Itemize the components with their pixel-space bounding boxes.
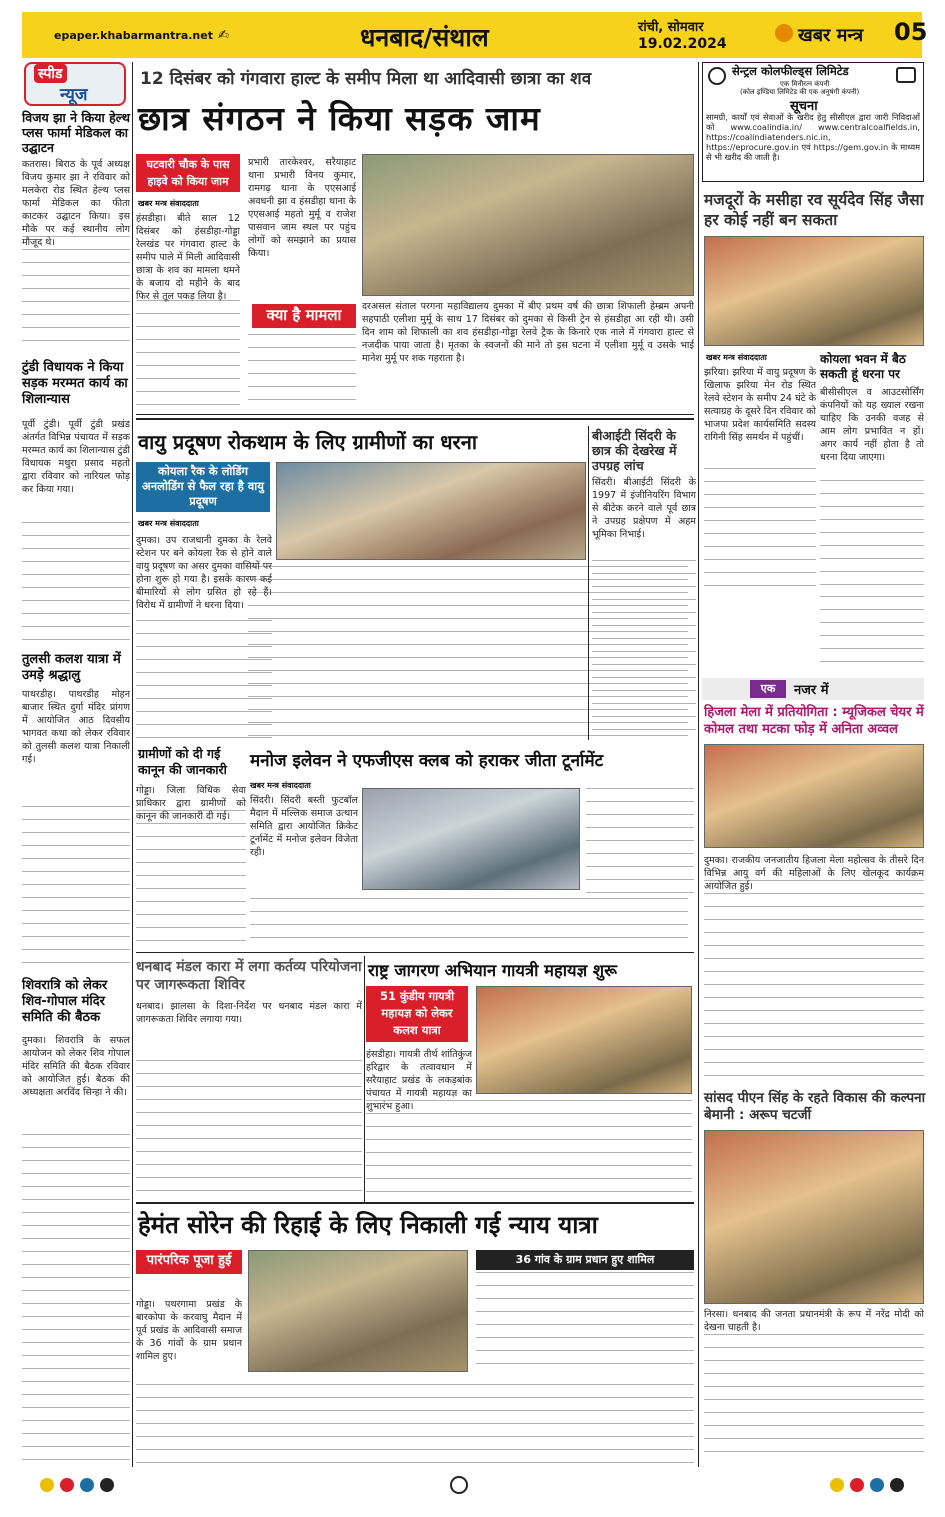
section-divider bbox=[136, 952, 694, 953]
headline: बीआईटी सिंदरी के छात्र की देखरेख में उपग्रह लांच bbox=[592, 428, 677, 473]
color-swatch-icon bbox=[60, 1478, 74, 1492]
registration-mark-icon bbox=[450, 1476, 468, 1494]
article-body: हंसडीहा। बीते साल 12 दिसंबर को हंसडीहा-गोड्डा रेलखंड पर गंगवारा हाल्ट के समीप पाले में मिली आदिवासी छात्रा के शव का मामला थमने के बजाय दो महीने के बाद फिर से तूल पकड़ लिया है। bbox=[136, 213, 240, 302]
headline: हिजला मेला में प्रतियोगिता : म्यूजिकल चेयर में कोमल तथा मटका फोड़ में अनिता अव्वल bbox=[704, 705, 924, 737]
article-body: दुमका। उप राजधानी दुमका के रेलवे स्टेशन पर बने कोयला रैक से होने वाले वायु प्रदूषण का असर दुमका वासियों पर होना शुरू हो गया है। इसके कारण कई बीमारियों से लोग ग्रसित हो रहे हैं। विरोध में ग्रामीणों ने धरना दिया। bbox=[136, 535, 272, 611]
badge-bottom: न्यूज bbox=[60, 85, 88, 105]
byline: खबर मन्त्र संवाददाता bbox=[138, 199, 199, 208]
column-divider bbox=[364, 956, 365, 1202]
photo bbox=[704, 744, 924, 848]
article-body: पूर्वी टुंडी। पूर्वी टुंडी प्रखंड अंतर्गत विभिन्न पंचायत में सड़क मरम्मत कार्य का शिलान्यास टुंडी विधायक मथुरा प्रसाद महतो द्वारा रविवार को नारियल फोड़ कर किया गया। bbox=[22, 419, 130, 495]
article-body: हंसडीहा। गायत्री तीर्थ शांतिकुंज हरिद्वार के तत्वावधान में सरैयाहाट प्रखंड के लकड़बांक पंचायत में गायत्री महायज्ञ का शुभारंभ हुआ। bbox=[366, 1049, 472, 1112]
column-divider bbox=[588, 426, 589, 740]
headline: शिवरात्रि को लेकर शिव-गोपाल मंदिर समिति की बैठक bbox=[22, 978, 108, 1025]
matter-label: क्या है मामला bbox=[252, 304, 356, 328]
cursor-icon: ✍ bbox=[218, 28, 229, 43]
photo bbox=[704, 1130, 924, 1304]
text-lines bbox=[22, 1134, 130, 1464]
ccl-sub: (कोल इण्डिया लिमिटेड की एक अनुषंगी कंपनी) bbox=[740, 88, 860, 96]
headline: सांसद पीएन सिंह के रहते विकास की कल्पना बेमानी : अरूप चटर्जी bbox=[704, 1090, 926, 1123]
photo bbox=[276, 462, 586, 560]
lead-photo bbox=[362, 154, 694, 296]
article-body: सिंदरी। बीआईटी सिंदरी के 1997 में इंजीनियरिंग विभाग से बीटेक करने वाले पूर्व छात्र ने उपग्रह प्रक्षेपण में अहम भूमिका निभाई। bbox=[592, 477, 696, 540]
color-swatch-icon bbox=[870, 1478, 884, 1492]
article-body: गोड्डा। पथरगामा प्रखंड के बारकोपा के करवाघु मैदान में पूर्व प्रखंड के आदिवासी समाज के 36 गांवों के ग्राम प्रधान शामिल हुए। bbox=[136, 1299, 242, 1362]
article-body: गोड्डा। जिला विधिक सेवा प्राधिकार द्वारा ग्रामीणों को कानून की जानकारी दी गई। bbox=[136, 785, 246, 822]
article-body: कतरास। बिराठ के पूर्व अध्यक्ष विजय कुमार झा ने रविवार को मलकेरा रोड स्थित हेल्थ प्लस फार्मा मेडिकल का फीता काटकर उद्घाटन किया। इस मौके पर कई स्थानीय लोग मौजूद थे। bbox=[22, 159, 130, 248]
article-body: पाथरडीह। पाथरडीह मोहन बाजार स्थित दुर्गा मंदिर प्रांगण में आयोजित आठ दिवसीय भागवत कथा को लेकर रविवार को तुलसी कलश यात्रा निकाली गई। bbox=[22, 689, 130, 765]
article-body: दरअसल संताल परगना महाविद्यालय दुमका में बीए प्रथम वर्ष की छात्रा शिफाली हेम्ब्रम अपनी सहपाठी एलीशा मुर्मू के साथ 17 दिसंबर को दुमका से किसी ट्रेन से हंसडीहा आ रही थी। उसी दिन शाम को शिफाली का शव हंसडीहा-गोड्डा रेलवे ट्रैक के किनारे एक नाले में गंगवारा हाल्ट से नजदीक पाया जाता है। मृतका के स्वजनों की माने तो इस घटना में एलीशा मुर्मू व उसके भाई मानेश मुर्मू पर शक गहराता है। bbox=[362, 301, 694, 364]
text-lines bbox=[704, 468, 816, 592]
text-lines bbox=[136, 300, 240, 410]
gayatri-subhead-box: 51 कुंडीय गायत्री महायज्ञ को लेकर कलश यात्रा bbox=[366, 986, 468, 1042]
badge-top: स्पीड bbox=[34, 64, 67, 83]
gram-box: 36 गांव के ग्राम प्रधान हुए शामिल bbox=[476, 1250, 694, 1270]
section-divider bbox=[136, 1202, 694, 1204]
headline: धनबाद मंडल कारा में लगा कर्तव्य परियोजना पर जागरूकता शिविर bbox=[136, 959, 362, 993]
text-lines bbox=[592, 560, 696, 740]
column-divider bbox=[698, 62, 699, 1467]
ccl-logo-icon bbox=[708, 67, 726, 85]
ccl-sub: एक मिनीरत्न कंपनी bbox=[780, 80, 830, 88]
headline: ग्रामीणों को दी गई कानून की जानकारी bbox=[138, 746, 227, 777]
color-swatch-icon bbox=[40, 1478, 54, 1492]
photo bbox=[248, 1250, 468, 1372]
text-lines bbox=[704, 1334, 924, 1464]
ek-label: एक bbox=[750, 680, 786, 698]
section-divider bbox=[136, 418, 694, 420]
byline: खबर मन्त्र संवाददाता bbox=[138, 519, 199, 528]
text-lines bbox=[366, 1100, 692, 1200]
headline: हेमंत सोरेन की रिहाई के लिए निकाली गई न्याय यात्रा bbox=[138, 1211, 598, 1239]
text-lines bbox=[136, 1060, 362, 1200]
color-swatch-icon bbox=[80, 1478, 94, 1492]
issue-date: 19.02.2024 bbox=[638, 36, 727, 52]
article-body: दुमका। शिवरात्रि के सफल आयोजन को लेकर शिव गोपाल मंदिर समिति की बैठक रविवार को आयोजित हुई। बैठक की अध्यक्षता अरविंद सिन्हा ने की। bbox=[22, 1035, 130, 1098]
section-divider bbox=[136, 414, 694, 415]
text-lines bbox=[586, 788, 694, 898]
column-divider bbox=[132, 62, 133, 1467]
byline: खबर मन्त्र संवाददाता bbox=[250, 781, 311, 790]
lead-kicker: 12 दिसंबर को गंगवारा हाल्ट के समीप मिला था आदिवासी छात्रा का शव bbox=[140, 69, 592, 89]
article-body: धनबाद। झालसा के दिशा-निर्देश पर धनबाद मंडल कारा में जागरूकता शिविर लगाया गया। bbox=[136, 1001, 362, 1025]
article-body: सिंदरी। सिंदरी बस्ती फुटबॉल मैदान में मल्लिक समाज उत्थान समिति द्वारा आयोजित क्रिकेट टूर्नामेंट में मनोज इलेवन विजेता रही। bbox=[250, 795, 358, 858]
text-lines bbox=[248, 334, 356, 406]
text-lines bbox=[250, 898, 688, 948]
text-lines bbox=[820, 480, 924, 592]
headline: तुलसी कलश यात्रा में उमड़े श्रद्धालु bbox=[22, 652, 121, 683]
text-lines bbox=[22, 236, 130, 352]
headline: टुंडी विधायक ने किया सड़क मरम्मत कार्य का शिलान्यास bbox=[22, 360, 128, 407]
masthead-logo: खबर मन्त्र bbox=[798, 25, 864, 46]
article-body: बीसीसीएल व आउटसोर्सिंग कंपनियों को यह ख्याल रखना चाहिए कि उनकी वजह से आम लोग प्रभावित न हों। अगर कार्य नहीं होता है तो धरना दिया जाएगा। bbox=[820, 387, 924, 463]
text-lines bbox=[136, 1384, 694, 1464]
text-lines bbox=[476, 1272, 694, 1366]
headline: मनोज इलेवन ने एफजीएस क्लब को हराकर जीता टूर्नामेंट bbox=[250, 751, 604, 771]
g20-logo-icon bbox=[896, 67, 916, 83]
section-title: धनबाद/संथाल bbox=[360, 23, 489, 52]
text-lines bbox=[704, 880, 924, 1084]
byline: खबर मन्त्र संवाददाता bbox=[706, 353, 767, 362]
photo bbox=[704, 236, 924, 346]
city-day: रांची, सोमवार bbox=[638, 20, 704, 35]
photo bbox=[362, 788, 580, 890]
nazar-label: नजर में bbox=[794, 683, 829, 698]
color-swatch-icon bbox=[890, 1478, 904, 1492]
article-body: दुमका। राजकीय जनजातीय हिजला मेला महोत्सव के तीसरे दिन विभिन्न आयु वर्ग की महिलाओं के लिए खेलकूद कार्यक्रम आयोजित हुई। bbox=[704, 855, 924, 892]
text-lines bbox=[22, 522, 130, 650]
photo bbox=[476, 986, 692, 1094]
puja-box: पारंपरिक पूजा हुई bbox=[136, 1250, 242, 1274]
headline: वायु प्रदूषण रोकथाम के लिए ग्रामीणों का धरना bbox=[138, 430, 477, 454]
color-swatch-icon bbox=[830, 1478, 844, 1492]
vayu-subhead-box: कोयला रैक के लोडिंग अनलोडिंग से फैल रहा है वायु प्रदूषण bbox=[136, 462, 270, 512]
notice-title: सूचना bbox=[790, 99, 818, 114]
headline: राष्ट्र जागरण अभियान गायत्री महायज्ञ शुरू bbox=[368, 961, 617, 980]
site-url[interactable]: epaper.khabarmantra.net bbox=[54, 29, 213, 42]
page-number: 05 bbox=[894, 18, 928, 46]
text-lines bbox=[22, 806, 130, 974]
headline: मजदूरों के मसीहा रव सूर्यदेव सिंह जैसा हर कोई नहीं बन सकता bbox=[704, 191, 924, 229]
ccl-company: सेन्ट्रल कोलफील्ड्स लिमिटेड bbox=[732, 64, 849, 78]
article-body: झरिया। झरिया में वायु प्रदूषण के खिलाफ झरिया मेन रोड स्थित रेलवे स्टेशन के समीप 24 घंटे के सत्याग्रह के दूसरे दिन रविवार को भाजपा प्रदेश कार्यसमिति सदस्य रागिनी सिंह समर्थन में पहुंचीं। bbox=[704, 367, 816, 443]
article-body: निरसा। धनबाद की जनता प्रधानमंत्री के रूप में नरेंद्र मोदी को देखना चाहती है। bbox=[704, 1309, 924, 1333]
notice-body: सामग्री, कार्यों एवं सेवाओं के खरीद हेतु सीसीएल द्वारा जारी निविदाओं को www.coalindia.in/ www.centralcoalfields.in, https://coalindiatenders.nic.in, https://eprocure.gov.in एवं https://gem.gov.in के माध्यम से भी खरीद की जाती है। bbox=[706, 112, 920, 162]
lead-subhead-box: घटवारी चौक के पास हाइवे को किया जाम bbox=[136, 154, 240, 192]
text-lines bbox=[820, 596, 924, 672]
logo-icon bbox=[775, 24, 793, 42]
color-swatch-icon bbox=[850, 1478, 864, 1492]
headline: कोयला भवन में बैठ सकती हूं धरना पर bbox=[820, 352, 906, 381]
color-swatch-icon bbox=[100, 1478, 114, 1492]
article-body: प्रभारी तारकेश्वर, सरैयाहाट थाना प्रभारी विनय कुमार, रामगढ़ थाना के एएसआई अवधनी झा व हंसडीहा थाना के एएसआई महतो मुर्मू व राजेश पासवान जाम स्थल पर पहुंच लोगों को समझाने का प्रयास किया। bbox=[248, 157, 356, 259]
lead-headline: छात्र संगठन ने किया सड़क जाम bbox=[138, 99, 541, 138]
headline: विजय झा ने किया हेल्थ प्लस फार्मा मेडिकल का उद्घाटन bbox=[22, 110, 130, 155]
text-lines bbox=[136, 810, 246, 950]
